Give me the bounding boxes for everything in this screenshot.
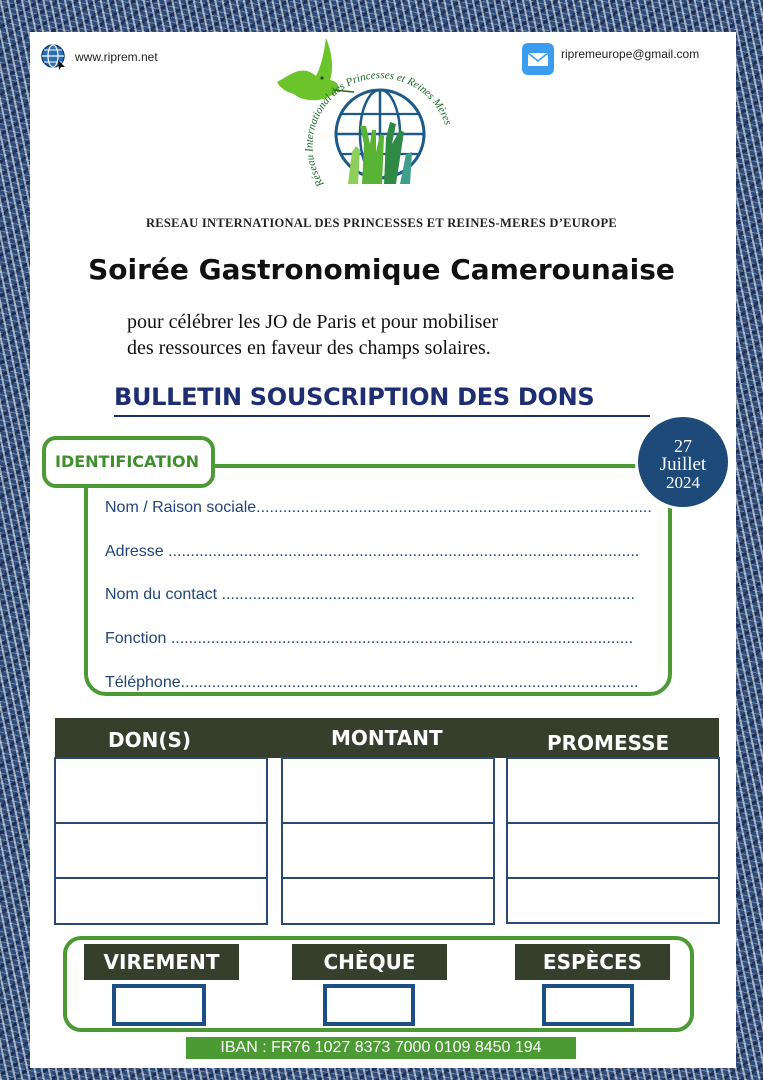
header-montant: MONTANT xyxy=(331,726,443,750)
date-year: 2024 xyxy=(666,473,700,492)
date-badge xyxy=(635,414,731,510)
field-phone[interactable]: Téléphone....................................................................................................... xyxy=(105,674,639,691)
field-address[interactable]: Adresse .......................................................................................................... xyxy=(105,543,640,560)
iban-banner: IBAN : FR76 1027 8373 7000 0109 8450 194 xyxy=(186,1037,576,1059)
checkbox-especes[interactable] xyxy=(542,984,634,1026)
date-day: 27 xyxy=(674,436,692,456)
cell-don-3[interactable] xyxy=(54,877,268,925)
cell-promesse-3[interactable] xyxy=(506,877,720,924)
checkbox-virement[interactable] xyxy=(112,984,206,1026)
cell-don-2[interactable] xyxy=(54,822,268,879)
field-function[interactable]: Fonction ........................................................................................................ xyxy=(105,630,634,647)
mail-icon xyxy=(522,43,554,75)
date-month: Juillet xyxy=(659,454,707,475)
label-cheque: CHÈQUE xyxy=(292,944,447,980)
organization-logo xyxy=(272,34,462,204)
globe-icon xyxy=(40,43,68,71)
subtitle-line-1: pour célébrer les JO de Paris et pour mobiliser xyxy=(127,311,499,333)
bulletin-title: BULLETIN SOUSCRIPTION DES DONS xyxy=(114,383,595,411)
checkbox-cheque[interactable] xyxy=(323,984,415,1026)
cell-montant-1[interactable] xyxy=(281,757,495,824)
cell-montant-3[interactable] xyxy=(281,877,495,925)
page-title: Soirée Gastronomique Camerounaise xyxy=(88,253,675,286)
logo-text: Réseau International des Princesses et Reines Mères xyxy=(303,69,454,189)
cell-montant-2[interactable] xyxy=(281,822,495,879)
email-link[interactable]: ripremeurope@gmail.com xyxy=(561,47,700,61)
field-contact[interactable]: Nom du contact ............................................................................................. xyxy=(105,586,635,603)
cell-promesse-2[interactable] xyxy=(506,822,720,879)
label-especes: ESPÈCES xyxy=(515,944,670,980)
cell-promesse-1[interactable] xyxy=(506,757,720,824)
label-virement: VIREMENT xyxy=(84,944,239,980)
bulletin-underline xyxy=(114,415,650,417)
website-link[interactable]: www.riprem.net xyxy=(75,50,158,64)
subtitle-line-2: des ressources en faveur des champs solaires. xyxy=(127,337,491,359)
header-promesse: PROMESSE xyxy=(547,731,670,755)
organization-name: RESEAU INTERNATIONAL DES PRINCESSES ET REINES-MERES D’EUROPE xyxy=(145,216,618,230)
header-dons: DON(S) xyxy=(108,728,192,752)
field-name[interactable]: Nom / Raison sociale......................................................................................... xyxy=(105,499,652,516)
cell-don-1[interactable] xyxy=(54,757,268,824)
identification-label: IDENTIFICATION xyxy=(55,452,200,471)
